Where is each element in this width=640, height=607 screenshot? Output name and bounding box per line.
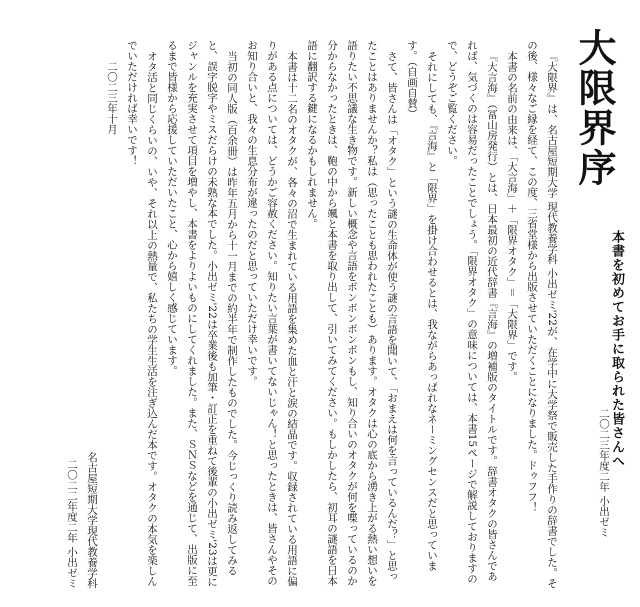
page-title: 大限界序 [572, 28, 616, 188]
paragraph-4: それにしても、『言海』と「限界」を掛け合わせるとは、我ながらあっぱれなネーミングセンスだと思っています。（自画自賛） [406, 40, 438, 571]
paragraph-8: オタ活と同じくらいの、いや、それ以上の熱量で、私たちの学生生活を注ぎ込んだ本です。オタクの本気を楽しんでいただければ幸いです！ [126, 40, 158, 586]
paragraph-6: 本書は十二名のオタクが、各々の沼で生まれている用語を集めた血と汗と涙の結晶です。収録されている用語に偏りがある点については、どうかご容赦ください。知りたい言葉が書いてないじゃん！と思ったときは、皆さんやそのお知り合いと、我々の生息分布が違ったのだと思っていただけ幸いです。 [246, 40, 298, 586]
date-line: 二〇二三年十月 [106, 61, 118, 135]
paragraph-7: 当初の同人版（百余冊）は昨年五月から十一月までの約半年で制作したものでした。今じっくり読み返してみると、誤字脱字やミスだらけの未熟な本でした。小出ゼミ'22は卒業後も加筆・訂正を重ねて後輩の小出ゼミ'23は更にジャンルを充実させて項目を増やし、本書をよりよいものにしてくれました。また、ＳＮＳなどを通じて、出版に至るまで皆様から応援していただいたこと、心から嬉しく感じています。 [166, 40, 238, 587]
affiliation-line: 名古屋短期大学現代教養学科 [86, 451, 98, 588]
page-subtitle: 本書を初めてお手に取られた皆さんへ [609, 230, 624, 468]
signature-right: 二〇二三年度二年 小出ゼミ [598, 408, 610, 538]
paragraph-2: 本書の名前の由来は、「大言海」＋「限界オタク」＝「大限界」です。 [506, 50, 518, 382]
paragraph-3: 『大言海』（冨山房発行）とは、日本最初の近代辞書『言海』の増補版のタイトルです。辞書オタクの皆さんであれば、気づくのは容易だったことでしょう。「限界オタク」の意味については、本書15ページで解説しておりますので、どうぞご覧ください。 [446, 40, 498, 584]
signature-line: 二〇二二年度二年 小出ゼミ [66, 458, 78, 588]
preface-body [66, 40, 562, 588]
paragraph-1: 『大限界』は、名古屋短期大学 現代教養学科 小出ゼミ'22が、在学中に大学祭で販売した手作りの辞書でした。その後、様々なご縁を経て、この度、三省堂様から出版させていただくことになりました。ドゥフフ！ [526, 40, 558, 588]
paragraph-5: さて、皆さんは「オタク」という謎の生命体が使う謎の言語を聞いて、「おまえは何を言っているんだ？」と思ったことはありませんか？私は（思ったことも思われたことも）あります。オタクは心の底から湧き上がる熱い想いを語りたい不思議な生き物です。新しい概念や言語をボンボンボンボンもし、知り合いのオタクが何を喋っているのか分からなかったときは、鞄の中から颯と本書を取り出して、引いてみてください。もしかしたら、初耳の謎語を日本語に翻訳する鍵になるかもしれません。 [306, 40, 398, 586]
